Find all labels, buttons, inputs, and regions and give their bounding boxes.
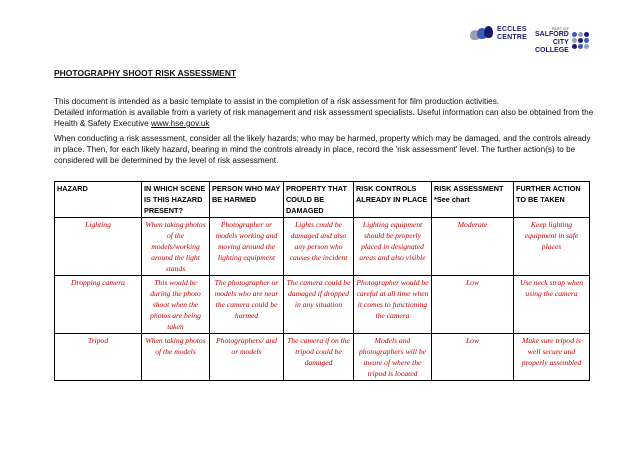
salford-tag: PART OF [551, 26, 569, 31]
cell-person: The photographer or models who are near the camera could be harmed [210, 276, 284, 334]
cell-property: The camera could be damaged if dropped in any situation [284, 276, 354, 334]
cell-assessment: Moderate [432, 218, 514, 276]
eccles-swirl-icon [470, 26, 494, 42]
intro-line2: Detailed information is available from a variety of risk management and risk assessment specialists. Useful information can also be obtained from the Health & Safety Executive [54, 108, 594, 128]
hse-link[interactable]: www.hse.gov.uk [150, 119, 210, 128]
cell-person: Photographer or models working and moving around the lighting equipment [210, 218, 284, 276]
instructions-paragraph: When conducting a risk assessment, consider all the likely hazards; who may be harmed, property which may be damaged, and the controls already in place. Then, for each likely hazard, bearing in mind the controls already in place, record the 'risk assessment' level. The further action(s) to be considered will be determined by the level of risk assessment. [54, 134, 591, 165]
cell-person: Photographers/ and or models [210, 334, 284, 381]
eccles-line2: CENTRE [497, 34, 527, 41]
cell-controls: Models and photographers will be aware of where the tripod is located [354, 334, 432, 381]
header-person-harmed: PERSON WHO MAY BE HARMED [210, 182, 284, 218]
cell-assessment: Low [432, 276, 514, 334]
cell-assessment: Low [432, 334, 514, 381]
header-further-action: FURTHER ACTION TO BE TAKEN [514, 182, 590, 218]
header-hazard: HAZARD [55, 182, 142, 218]
table-header-row [55, 182, 590, 218]
cell-scene: When taking photos of the models/working around the light stands [142, 218, 210, 276]
salford-city-college-logo [535, 26, 589, 55]
header-risk-controls: RISK CONTROLS ALREADY IN PLACE [354, 182, 432, 218]
cell-action: Make sure tripod is well secure and properly assembled [514, 334, 590, 381]
risk-assessment-table [54, 181, 590, 381]
cell-action: Use neck strap when using the camera [514, 276, 590, 334]
salford-dots-icon [572, 32, 589, 49]
eccles-centre-logo [470, 26, 527, 42]
cell-controls: Photographer would be careful at all time when it comes to functioning the camera [354, 276, 432, 334]
table-row [55, 276, 590, 334]
salford-line1: SALFORD [534, 31, 569, 38]
header-property-damaged: PROPERTY THAT COULD BE DAMAGED [284, 182, 354, 218]
logos [470, 26, 589, 55]
document-title: PHOTOGRAPHY SHOOT RISK ASSESSMENT [54, 68, 237, 78]
cell-controls: Lighting equipment should be properly placed in designated areas and also visible [354, 218, 432, 276]
intro-paragraph [54, 96, 594, 129]
eccles-line1: ECCLES [497, 26, 527, 33]
cell-hazard: Lighting [55, 218, 142, 276]
salford-line2: CITY [552, 39, 569, 46]
cell-scene: When taking photos of the models [142, 334, 210, 381]
cell-hazard: Dropping camera [55, 276, 142, 334]
cell-property: Lights could be damaged and also any person who causes the incident [284, 218, 354, 276]
cell-scene: This would be during the photo shoot when the photos are being taken [142, 276, 210, 334]
cell-hazard: Tripod [55, 334, 142, 381]
cell-property: The camera if on the tripod could be damaged [284, 334, 354, 381]
header-risk-assessment: RISK ASSESSMENT *See chart [432, 182, 514, 218]
table-row [55, 334, 590, 381]
table-row [55, 218, 590, 276]
cell-action: Keep lighting equipment in safe places [514, 218, 590, 276]
header-scene: IN WHICH SCENE IS THIS HAZARD PRESENT? [142, 182, 210, 218]
intro-line1: This document is intended as a basic template to assist in the completion of a risk assessment for film production activities. [54, 97, 500, 106]
salford-line3: COLLEGE [534, 47, 569, 54]
